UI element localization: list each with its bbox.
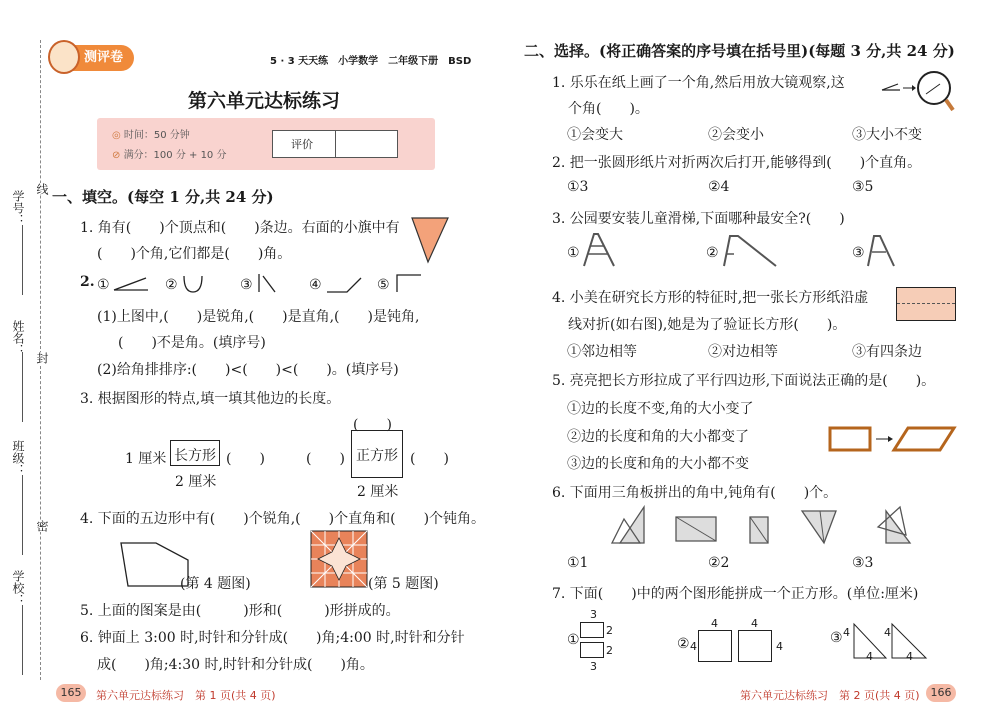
full-score-text: 满分：100 分 + 10 分 [123, 150, 227, 161]
school-line [22, 605, 23, 675]
r-q7-1-top: 3 [590, 608, 597, 621]
square-label: 正方形 [356, 448, 398, 464]
eval-divider [335, 131, 336, 157]
q5-caption: (第 5 题图) [368, 576, 439, 592]
r-q7-2-square-b [738, 630, 772, 662]
r-q7-opt-1: ① [567, 632, 580, 648]
q2-opt-3: ③ [240, 277, 253, 293]
r-q7-1-bottom: 3 [590, 660, 597, 673]
q6-line-a: 6. 钟面上 3:00 时,时针和分针成( )角;4:00 时,时针和分针 [80, 630, 465, 646]
r-q1-opt-1: ①会变大 [567, 127, 623, 143]
r-q7-3-left-a: 4 [843, 626, 850, 639]
class-line [22, 475, 23, 555]
tile-pattern-figure [310, 530, 368, 588]
mascot-icon [48, 40, 80, 74]
page-number-left: 165 [56, 684, 86, 702]
angle-3-figure [255, 272, 279, 294]
time-text: 时间：50 分钟 [123, 130, 190, 141]
rectangle-label: 长方形 [174, 448, 216, 464]
check-icon: ⊘ [112, 150, 124, 161]
full-score [112, 146, 226, 161]
r-q4-line-b: 线对折(如右图),她是为了验证长方形( )。 [568, 317, 847, 333]
q3-text: 3. 根据图形的特点,填一填其他边的长度。 [80, 391, 341, 407]
r-q2-opt-2: ②4 [708, 179, 730, 195]
r-q4-opt-1: ①邻边相等 [567, 344, 637, 360]
r-q6-opt-3: ③3 [852, 555, 874, 571]
page-number-right: 166 [926, 684, 956, 702]
r-q7-3-triangles [852, 620, 932, 660]
magnifier-figure [880, 68, 955, 114]
evaluation-table [272, 130, 398, 158]
r-q7-text: 7. 下面( )中的两个图形能拼成一个正方形。(单位:厘米) [552, 586, 919, 602]
r-q1-line-b: 个角( )。 [568, 101, 649, 117]
r-q1-line-a: 1. 乐乐在纸上画了一个角,然后用放大镜观察,这 [552, 75, 845, 91]
r-q7-2-top-a: 4 [711, 617, 718, 630]
q2-opt-4: ④ [309, 277, 322, 293]
r-q1-opt-3: ③大小不变 [852, 127, 922, 143]
slide-2-figure [720, 232, 780, 268]
q3-square-bottom: 2 厘米 [357, 484, 399, 500]
q2-number: 2. [80, 274, 95, 290]
q1-line-a: 1. 角有( )个顶点和( )条边。右面的小旗中有 [80, 220, 400, 236]
r-q5-opt-1: ①边的长度不变,角的大小变了 [567, 401, 754, 417]
eval-label: 评价 [291, 138, 313, 151]
r-q7-1-rect-a [580, 622, 604, 638]
set-squares-figure [610, 505, 950, 545]
r-q7-1-right-a: 2 [606, 624, 613, 637]
q3-square-right-blank: ( ) [410, 451, 449, 467]
q4-caption: (第 4 题图) [180, 576, 251, 592]
r-q3-opt-3: ③ [852, 245, 865, 261]
r-q1-opt-2: ②会变小 [708, 127, 764, 143]
q4-text: 4. 下面的五边形中有( )个锐角,( )个直角和( )个钝角。 [80, 511, 486, 527]
angle-5-figure [393, 272, 423, 294]
folded-rectangle-figure [896, 287, 956, 321]
q5-text: 5. 上面的图案是由( )形和( )形拼成的。 [80, 603, 400, 619]
footer-left: 第六单元达标练习 第 1 页(共 4 页) [96, 689, 276, 702]
r-q6-opt-1: ①1 [567, 555, 589, 571]
q3-left-length: 1 厘米 [125, 451, 167, 467]
r-q7-3-bottom-a: 4 [866, 650, 873, 663]
q3-rect-right-blank: ( ) [226, 451, 265, 467]
time-limit [112, 126, 190, 141]
name-label: 姓名： [11, 320, 25, 356]
xian-mark: 线 [35, 183, 49, 195]
r-q7-1-right-b: 2 [606, 644, 613, 657]
r-q7-3-left-b: 4 [884, 626, 891, 639]
page-title: 第六单元达标练习 [188, 90, 341, 112]
r-q2-opt-3: ③5 [852, 179, 874, 195]
q2-part1-b: ( )不是角。(填序号) [118, 335, 266, 351]
r-q7-2-square-a [698, 630, 732, 662]
angle-1-figure [112, 276, 152, 292]
r-q7-3-bottom-b: 4 [906, 650, 913, 663]
r-q5-opt-2: ②边的长度和角的大小都变了 [567, 429, 749, 445]
r-q5-opt-3: ③边的长度和角的大小都不变 [567, 456, 749, 472]
slide-3-figure [866, 232, 896, 268]
student-no-line [22, 225, 23, 295]
r-q5-text: 5. 亮亮把长方形拉成了平行四边形,下面说法正确的是( )。 [552, 373, 936, 389]
r-q6-opt-2: ②2 [708, 555, 730, 571]
angle-4-figure [325, 274, 363, 294]
r-q7-2-right: 4 [776, 640, 783, 653]
school-label: 学校： [11, 570, 25, 606]
student-no-label: 学号： [11, 190, 25, 226]
section-1-title: 一、填空。(每空 1 分,共 24 分) [52, 188, 274, 206]
mi-mark: 密 [35, 520, 49, 532]
q3-square-left-blank: ( ) [306, 451, 345, 467]
r-q7-2-top-b: 4 [751, 617, 758, 630]
series-header: 5 · 3 天天练 小学数学 二年级下册 BSD [270, 56, 472, 67]
q2-opt-2: ② [165, 277, 178, 293]
r-q4-opt-2: ②对边相等 [708, 344, 778, 360]
curve-2-figure [181, 274, 205, 294]
feng-mark: 封 [35, 352, 49, 364]
name-line [22, 352, 23, 422]
q2-part1-a: (1)上图中,( )是锐角,( )是直角,( )是钝角, [97, 309, 420, 325]
class-label: 班级： [11, 440, 25, 476]
q2-part2: (2)给角排排序:( )<( )<( )。(填序号) [97, 362, 399, 378]
r-q7-opt-2: ② [677, 636, 690, 652]
r-q6-text: 6. 下面用三角板拼出的角中,钝角有( )个。 [552, 485, 838, 501]
q1-line-b: ( )个角,它们都是( )角。 [97, 246, 292, 262]
q3-square-top-blank: ( ) [353, 417, 392, 433]
r-q7-opt-3: ③ [830, 630, 843, 646]
clock-icon: ◎ [112, 130, 124, 141]
r-q3-text: 3. 公园要安装儿童滑梯,下面哪种最安全?( ) [552, 211, 845, 227]
section-2-title: 二、选择。(将正确答案的序号填在括号里)(每题 3 分,共 24 分) [524, 42, 955, 60]
r-q3-opt-1: ① [567, 245, 580, 261]
q6-line-b: 成( )角;4:30 时,时针和分针成( )角。 [97, 657, 374, 673]
r-q7-1-rect-b [580, 642, 604, 658]
flag-triangle-figure [410, 216, 450, 266]
rectangle-to-parallelogram-figure [828, 424, 958, 454]
test-badge: 测评卷 [56, 45, 134, 71]
r-q2-opt-1: ①3 [567, 179, 589, 195]
r-q4-opt-3: ③有四条边 [852, 344, 922, 360]
q2-opt-5: ⑤ [377, 277, 390, 293]
q2-opt-1: ① [97, 277, 110, 293]
r-q7-2-left: 4 [690, 640, 697, 653]
r-q3-opt-2: ② [706, 245, 719, 261]
r-q4-line-a: 4. 小美在研究长方形的特征时,把一张长方形纸沿虚 [552, 290, 869, 306]
q3-rect-bottom: 2 厘米 [175, 474, 217, 490]
r-q2-text: 2. 把一张圆形纸片对折两次后打开,能够得到( )个直角。 [552, 155, 922, 171]
slide-1-figure [580, 232, 620, 268]
fold-dashed-line [897, 303, 955, 304]
footer-right: 第六单元达标练习 第 2 页(共 4 页) [740, 689, 920, 702]
